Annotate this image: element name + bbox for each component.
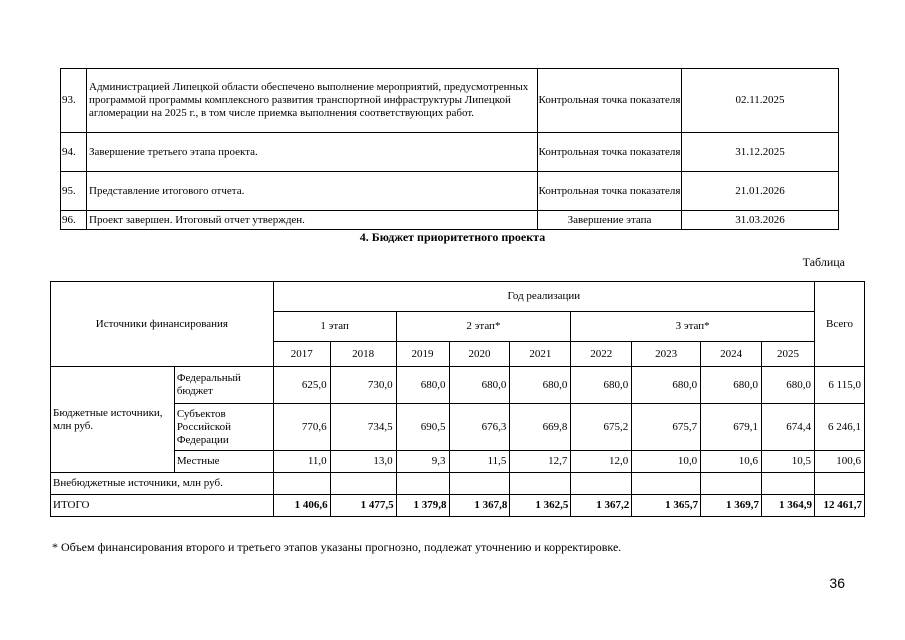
event-text: Представление итогового отчета. — [87, 172, 538, 211]
header-year: 2018 — [330, 342, 396, 367]
header-total: Всего — [814, 282, 864, 367]
table-cell: 1 367,8 — [449, 495, 510, 517]
row-total: 6 115,0 — [814, 367, 864, 404]
table-cell — [396, 473, 449, 495]
table-row — [61, 69, 839, 133]
table-row — [51, 473, 865, 495]
table-cell — [701, 473, 762, 495]
table-cell: 674,4 — [762, 404, 815, 451]
table-cell — [571, 473, 632, 495]
table-cell: 1 362,5 — [510, 495, 571, 517]
table-cell — [330, 473, 396, 495]
table-cell: 690,5 — [396, 404, 449, 451]
section-title: 4. Бюджет приоритетного проекта — [359, 230, 546, 244]
header-stage: 2 этап* — [396, 312, 571, 342]
table-cell: 1 367,2 — [571, 495, 632, 517]
table-cell: 680,0 — [571, 367, 632, 404]
event-date: 21.01.2026 — [682, 172, 839, 211]
header-stage: 3 этап* — [571, 312, 815, 342]
header-year: 2017 — [273, 342, 330, 367]
row-total: 100,6 — [814, 451, 864, 473]
table-cell: 1 364,9 — [762, 495, 815, 517]
table-cell — [814, 473, 864, 495]
table-row — [61, 172, 839, 211]
table-cell: 680,0 — [396, 367, 449, 404]
table-cell: 9,3 — [396, 451, 449, 473]
table-cell: 11,0 — [273, 451, 330, 473]
header-year: 2021 — [510, 342, 571, 367]
header-year: 2019 — [396, 342, 449, 367]
events-table — [60, 68, 839, 230]
table-cell: 770,6 — [273, 404, 330, 451]
table-cell: 625,0 — [273, 367, 330, 404]
header-year: 2022 — [571, 342, 632, 367]
table-cell — [273, 473, 330, 495]
row-label: Местные — [174, 451, 273, 473]
header-year-of-realization: Год реализации — [273, 282, 814, 312]
table-cell: 1 477,5 — [330, 495, 396, 517]
header-year: 2020 — [449, 342, 510, 367]
table-cell: 10,6 — [701, 451, 762, 473]
table-cell: 680,0 — [632, 367, 701, 404]
event-number: 96. — [61, 211, 87, 230]
table-cell: 13,0 — [330, 451, 396, 473]
header-sources: Источники финансирования — [51, 282, 274, 367]
table-cell: 11,5 — [449, 451, 510, 473]
table-cell: 680,0 — [701, 367, 762, 404]
row-label: Федеральный бюджет — [174, 367, 273, 404]
row-total: 12 461,7 — [814, 495, 864, 517]
table-cell — [762, 473, 815, 495]
row-total: 6 246,1 — [814, 404, 864, 451]
table-cell: 669,8 — [510, 404, 571, 451]
table-cell: 679,1 — [701, 404, 762, 451]
table-caption: Таблица — [802, 255, 845, 269]
budget-table — [50, 281, 865, 517]
table-cell: 1 369,7 — [701, 495, 762, 517]
table-cell: 676,3 — [449, 404, 510, 451]
table-cell — [449, 473, 510, 495]
table-header-row — [51, 282, 865, 312]
header-stage: 1 этап — [273, 312, 396, 342]
table-cell: 10,5 — [762, 451, 815, 473]
table-cell: 734,5 — [330, 404, 396, 451]
event-date: 31.03.2026 — [682, 211, 839, 230]
footnote: * Объем финансирования второго и третьего этапов указаны прогнозно, подлежат уточнению и корректировке. — [52, 540, 622, 554]
event-text: Проект завершен. Итоговый отчет утвержден. — [87, 211, 538, 230]
event-kind: Контрольная точка показателя — [538, 172, 682, 211]
header-year: 2025 — [762, 342, 815, 367]
table-row — [61, 133, 839, 172]
table-row — [61, 211, 839, 230]
table-cell: 680,0 — [762, 367, 815, 404]
row-label: Субъектов Российской Федерации — [174, 404, 273, 451]
header-year: 2023 — [632, 342, 701, 367]
table-cell: 10,0 — [632, 451, 701, 473]
header-year: 2024 — [701, 342, 762, 367]
page-number: 36 — [829, 575, 845, 591]
event-text: Администрацией Липецкой области обеспечено выполнение мероприятий, предусмотренных программой программы комплексного развития транспортной инфраструктуры Липецкой агломерации на 2025 г., в том числе приемка выполнения соответствующих работ. — [87, 69, 538, 133]
table-cell: 12,0 — [571, 451, 632, 473]
table-cell: 1 365,7 — [632, 495, 701, 517]
budget-group-label: Бюджетные источники, млн руб. — [51, 367, 175, 473]
table-cell: 1 379,8 — [396, 495, 449, 517]
row-label: ИТОГО — [51, 495, 274, 517]
table-cell: 675,2 — [571, 404, 632, 451]
event-kind: Контрольная точка показателя — [538, 69, 682, 133]
table-cell: 12,7 — [510, 451, 571, 473]
table-cell: 680,0 — [510, 367, 571, 404]
table-cell: 1 406,6 — [273, 495, 330, 517]
table-cell: 680,0 — [449, 367, 510, 404]
event-text: Завершение третьего этапа проекта. — [87, 133, 538, 172]
event-number: 93. — [61, 69, 87, 133]
table-cell: 675,7 — [632, 404, 701, 451]
table-row — [51, 495, 865, 517]
event-date: 31.12.2025 — [682, 133, 839, 172]
event-date: 02.11.2025 — [682, 69, 839, 133]
table-cell — [632, 473, 701, 495]
row-label: Внебюджетные источники, млн руб. — [51, 473, 274, 495]
event-kind: Завершение этапа — [538, 211, 682, 230]
table-cell: 730,0 — [330, 367, 396, 404]
table-row — [51, 367, 865, 404]
table-cell — [510, 473, 571, 495]
event-number: 94. — [61, 133, 87, 172]
event-number: 95. — [61, 172, 87, 211]
event-kind: Контрольная точка показателя — [538, 133, 682, 172]
